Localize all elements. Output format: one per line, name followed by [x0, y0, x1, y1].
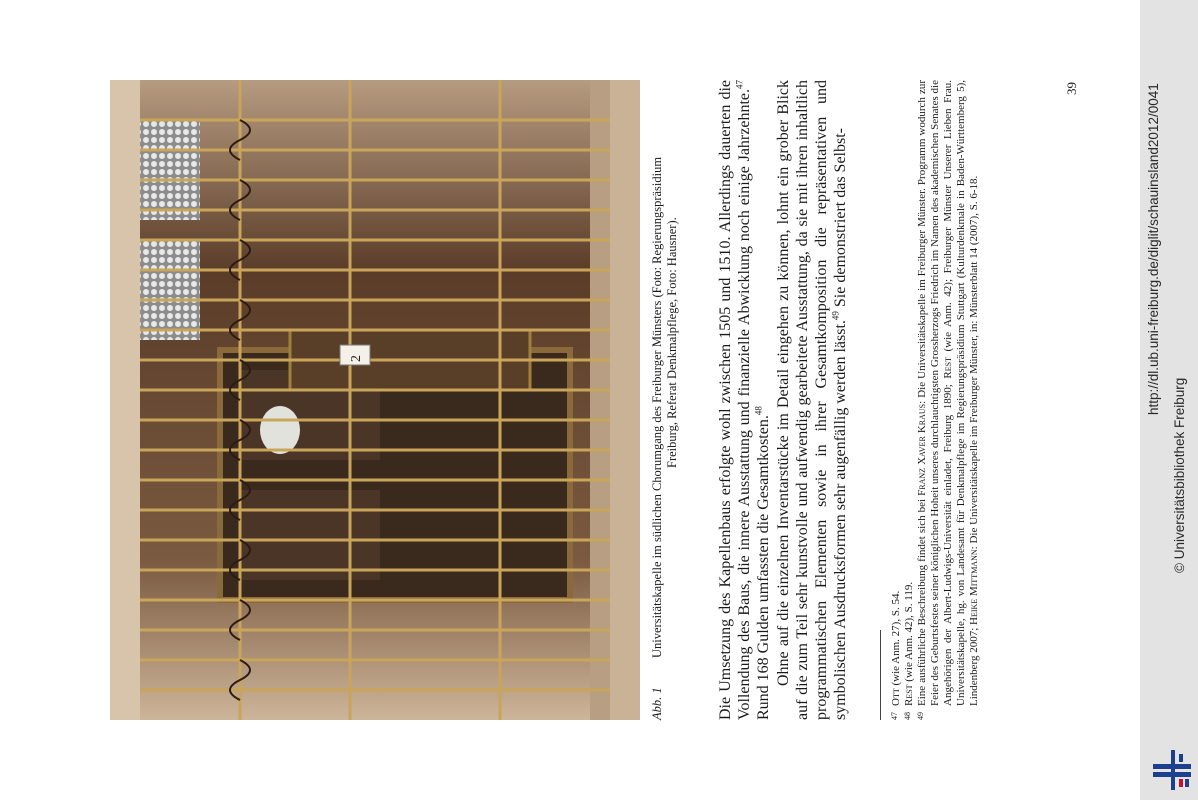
body-p1-text-a: Die Umsetzung des Kapellenbaus erfolgte wohl zwischen 1505 und 1510. Allerdings dauerten die Vollendung des Baus, die innere Ausstattung und finanzielle Abwicklung noch einige Jahrzehnte. — [717, 80, 754, 720]
figure-caption-line2: Freiburg, Referat Denkmalpflege, Foto: Hausner). — [665, 217, 679, 468]
body-text — [716, 80, 850, 720]
body-p2-text-a: Ohne auf die einzelnen Inventarstücke im Detail eingehen zu können, lohnt ein grober Blick auf die zum Teil sehr kunstvolle und aufwendig gearbeitete Ausstattung, da sie mit ihren inhaltlich programmatischen Elementen sowie in ihrer Gesamtkomposition die repräsentativen und symbolischen Ausdrucksformen sehr augenfällig werden lässt. — [774, 80, 850, 720]
footnote-number: 48 — [903, 712, 912, 720]
viewer-sidebar — [1140, 0, 1198, 800]
ub-freiburg-logo-icon — [1151, 748, 1193, 792]
footnote-author: Rest — [942, 357, 954, 379]
footnote-text: (wie Anm. 27), S. 54. — [890, 590, 902, 689]
body-paragraph-2 — [774, 80, 851, 720]
footnote-number: 47 — [890, 712, 899, 720]
footnote-text: : Die Universitätskapelle im Freiburger Münster, in: Münsterblatt 14 (2007), S. 6-18. — [968, 175, 980, 550]
footnote-47 — [890, 80, 903, 720]
page-number: 39 — [1064, 82, 1079, 95]
footnote-number: 49 — [916, 712, 925, 720]
copyright-notice: © Universitätsbibliothek Freiburg — [1172, 377, 1187, 573]
body-p1-text-b: Rund 168 Gulden umfassten die Gesamtkosten. — [755, 415, 773, 720]
footnote-text: : Die Universitätskapelle im Freiburger Münster. Programm wodurch zur Feier des Geburtsfestes seiner königlichen Hoheit unseres durchlauchtigsten Grossherzogs Friedrich im Namen des akademischen Senates die Angehörigen der Albert-Ludwigs-Universität einladet, Freiburg 1890; — [916, 79, 954, 706]
footnote-separator — [880, 630, 881, 720]
body-paragraph-1 — [716, 80, 774, 720]
footnote-ref-49: 49 — [830, 311, 841, 321]
footnote-author: Heike Mittmann — [968, 549, 980, 625]
figure-caption-text — [650, 80, 680, 658]
body-p2-text-b: Sie demonstriert das Selbst- — [832, 128, 850, 312]
source-url-link[interactable]: http://dl.ub.uni-freiburg.de/diglit/schauinsland2012/0041 — [1146, 83, 1161, 415]
footnote-text: Eine ausführliche Beschreibung findet sich bei — [916, 495, 928, 706]
footnote-author: Franz Xaver Kraus — [916, 403, 928, 496]
footnote-49 — [916, 80, 981, 720]
sidebar-text-rotated — [1140, 0, 1198, 800]
figure-label: Abb. 1 — [650, 687, 664, 720]
footnote-author: Rest — [903, 684, 915, 706]
photo-plaque-text: 2 — [349, 355, 364, 362]
footnote-48 — [903, 80, 916, 720]
figure-caption-line1: Universitätskapelle im südlichen Chorumgang des Freiburger Münsters (Foto: Regierungspräsidium — [650, 156, 664, 658]
footnote-text: (wie Anm. 42); Freiburger Münster Unserer Lieben Frau. Universitätskapelle, hg. von Landesamt für Denkmalpflege im Regierungspräsidium Stuttgart (Kulturdenkmale in Baden-Württemberg 5), Lindenberg 2007; — [942, 80, 980, 706]
chapel-photo — [110, 80, 640, 720]
footnote-text: (wie Anm. 42), S. 119. — [903, 581, 915, 685]
footnote-ref-48: 48 — [754, 406, 765, 416]
footnote-author: Ott — [890, 688, 902, 706]
footnote-ref-47: 47 — [734, 80, 745, 89]
